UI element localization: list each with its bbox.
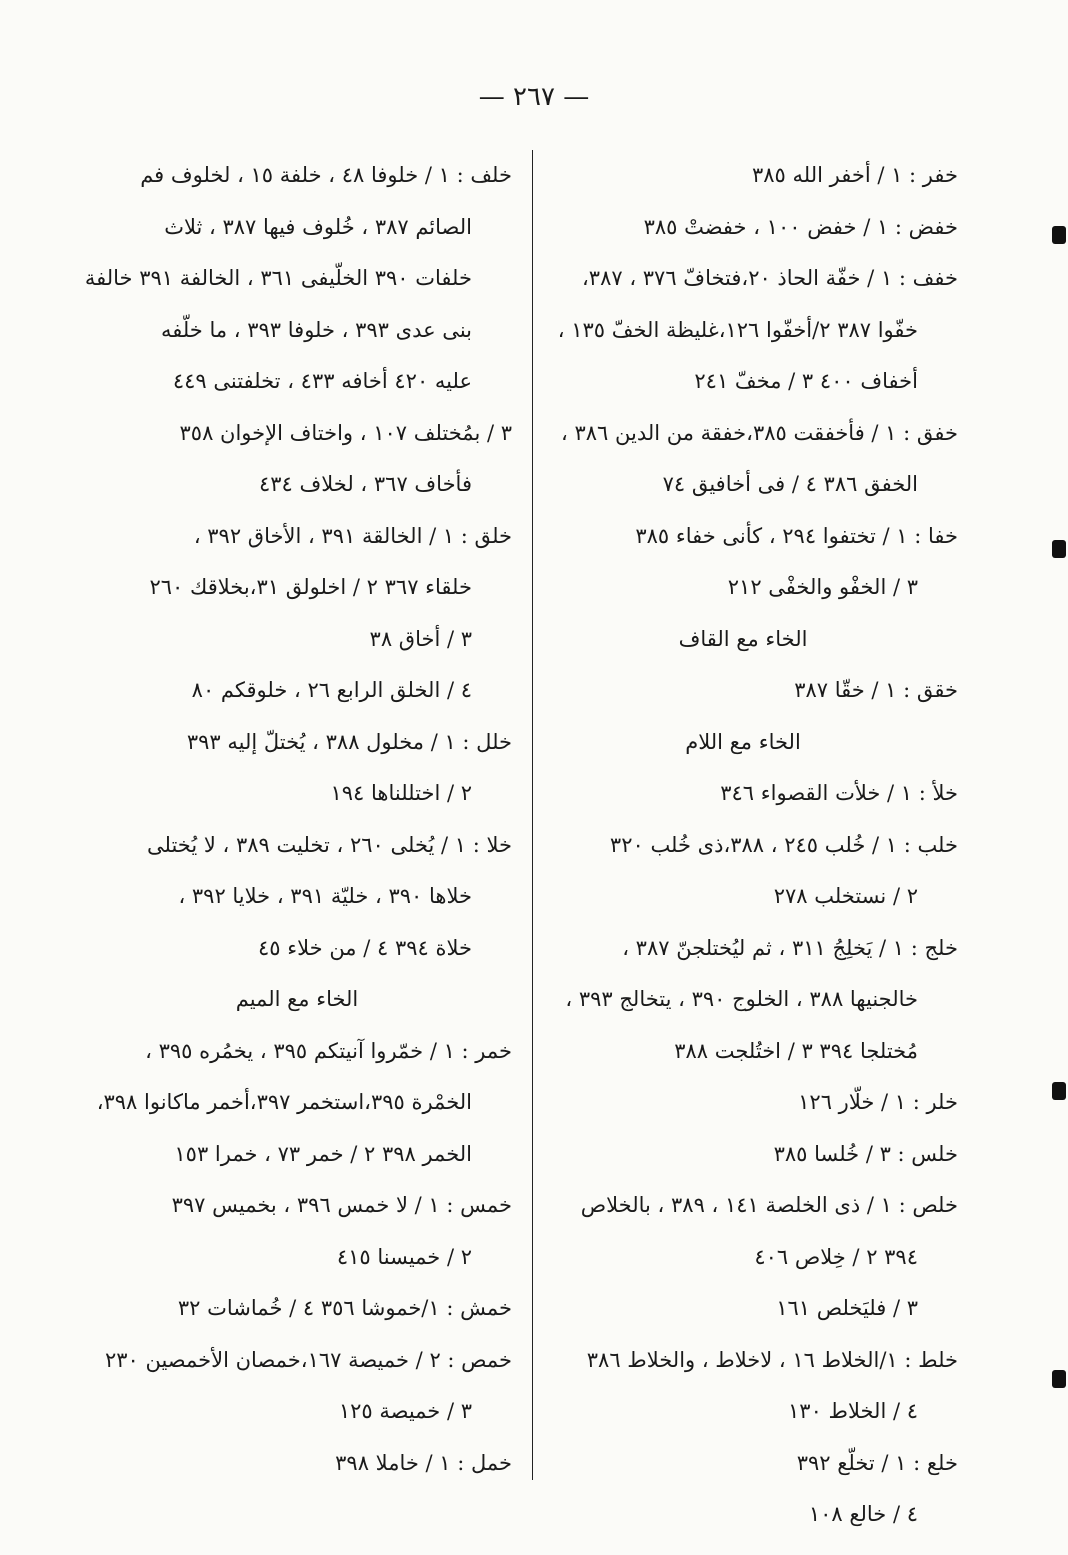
index-entry-line: الخفق ٣٨٦ ٤ / فى أخافيق ٧٤ [662,472,918,496]
index-entry-line: خفض : ١ / خفض ١٠٠ ، خفضتْ ٣٨٥ [643,214,958,239]
margin-mark [1052,540,1066,558]
index-entry-line: الخمْرة ٣٩٥،استخمر ٣٩٧،أخمر ماكانوا ٣٩٨، [96,1090,472,1114]
index-entry-line: ٣ / الخفْو والخفْى ٢١٢ [727,575,918,599]
index-entry-line: خمر : ١ / خمّروا آنيتكم ٣٩٥ ، يخمُره ٣٩٥ ، [145,1038,512,1063]
index-entry-line: خلا : ١ / يُخلى ٢٦٠ ، تخليت ٣٨٩ ، لا يُختلى [147,832,512,857]
index-entry-line: خلاة ٣٩٤ ٤ / من خلاء ٤٥ [258,935,472,960]
index-entry-line: ٣ / خميصة ١٢٥ [338,1399,472,1423]
index-entry-line: ٢ / نستخلب ٢٧٨ [773,884,918,908]
index-entry-line: خلج : ١ / يَخلِجُ ٣١١ ، ثم ليُختلجنّ ٣٨٧ ، [622,935,958,960]
section-heading: الخاء مع الميم [235,987,359,1011]
index-entry-line: خفر : ١ / أخفر الله ٣٨٥ [752,163,958,187]
index-entry-line: ٣ / بمُختلف ١٠٧ ، واختاف الإخوان ٣٥٨ [179,420,512,445]
index-entry-line: خمل : ١ / خاملا ٣٩٨ [335,1450,512,1475]
index-entry-line: خلر : ١ / خلّار ١٢٦ [798,1090,958,1114]
index-entry-line: خلل : ١ / مخلول ٣٨٨ ، يُختلّ إليه ٣٩٣ [186,729,512,754]
index-entry-line: خلع : ١ / تخلّع ٣٩٢ [796,1450,958,1475]
index-entry-line: خلص : ١ / ذى الخلصة ١٤١ ، ٣٨٩ ، بالخلاص [580,1193,958,1217]
index-entry-line: خلأ : ١ / خلأت القصواء ٣٤٦ [720,781,958,805]
index-entry-line: بنى عدى ٣٩٣ ، خلوفا ٣٩٣ ، ما خلّفه [160,317,472,342]
index-entry-line: خلقاء ٣٦٧ ٢ / اخلولق ٣١،بخلاقك ٢٦٠ [149,575,472,599]
index-entry-line: خفّوا ٣٨٧ ٢/أخفّوا ١٢٦،غليظة الخفّ ١٣٥ ، [557,317,918,342]
index-entry-line: ٢ / اختللناها ١٩٤ [330,781,472,805]
index-entry-line: الصائم ٣٨٧ ، خُلوف فيها ٣٨٧ ، ثلاث [164,214,472,239]
right-column [528,150,958,1541]
index-entry-line: خمس : ١ / لا خمس ٣٩٦ ، بخميس ٣٩٧ [171,1193,512,1217]
index-entry-line: خفق : ١ / فأخفقت ٣٨٥،خفقة من الدين ٣٨٦ ، [561,420,958,445]
index-entry-line: خلفات ٣٩٠ الخلّيفى ٣٦١ ، الخالفة ٣٩١ خالفة [84,266,472,290]
index-entry-line: خلق : ١ / الخالقة ٣٩١ ، الأخاق ٣٩٢ ، [193,523,512,548]
index-entry-line: خلب : ١ / خُلب ٢٤٥ ، ٣٨٨،ذى خُلب ٣٢٠ [609,832,958,857]
index-entry-line: خلط : ١/الخلاط ١٦ ، لاخلاط ، والخلاط ٣٨٦ [586,1347,958,1372]
index-entry-line: ٣ / أخاق ٣٨ [369,626,472,651]
index-entry-line: خفا : ١ / تختفوا ٢٩٤ ، كأنى خفاء ٣٨٥ [635,523,958,548]
margin-mark [1052,1082,1066,1100]
index-entry-line: ٤ / خالع ١٠٨ [808,1502,918,1526]
index-entry-line: خمش : ١/خموشا ٣٥٦ ٤ / خُماشات ٣٢ [177,1296,512,1320]
index-entry-line: خلاها ٣٩٠ ، خليّة ٣٩١ ، خلايا ٣٩٢ ، [178,884,472,908]
index-entry-line: خلس : ٣ / خُلسا ٣٨٥ [773,1141,958,1166]
index-entry-line: خالجنيها ٣٨٨ ، الخلوج ٣٩٠ ، يتخالج ٣٩٣ ، [565,987,918,1011]
index-entry-line: ٣٩٤ ٢ / خِلاص ٤٠٦ [754,1244,918,1269]
column-divider [532,150,533,1480]
section-heading: الخاء مع اللام [685,729,801,754]
index-entry-line: ٤ / الخلق الرابع ٢٦ ، خلوقكم ٨٠ [191,678,472,702]
index-entry-line: ٣ / فليَخلص ١٦١ [776,1296,918,1320]
index-entry-line: مُختلجا ٣٩٤ ٣ / اختُلجت ٣٨٨ [674,1038,918,1063]
index-entry-line: فأخاف ٣٦٧ ، لخلاف ٤٣٤ [258,472,472,496]
page-number: — ٢٦٧ — [478,82,590,112]
index-entry-line: خلف : ١ / خلوفا ٤٨ ، خلفة ١٥ ، لخلوف فم [140,163,512,187]
index-entry-line: خقق : ١ / خقّا ٣٨٧ [794,678,958,702]
index-entry-line: خفف : ١ / خفّة الحاذ ٢٠،فتخافّ ٣٧٦ ، ٣٨٧، [582,266,958,290]
index-entry-line: الخمر ٣٩٨ ٢ / خمر ٧٣ ، خمرا ١٥٣ [174,1141,472,1166]
margin-mark [1052,226,1066,244]
margin-mark [1052,1370,1066,1388]
index-entry-line: ٢ / خميسنا ٤١٥ [336,1244,472,1269]
index-entry-line: عليه ٤٢٠ أخافه ٤٣٣ ، تخلفتنى ٤٤٩ [172,369,472,393]
index-entry-line: أخفاف ٤٠٠ ٣ / مخفّ ٢٤١ [694,369,918,393]
section-heading: الخاء مع القاف [678,626,808,651]
index-entry-line: ٤ / الخلاط ١٣٠ [788,1399,918,1423]
index-entry-line: خمص : ٢ / خميصة ١٦٧،خمصان الأخمصين ٢٣٠ [104,1347,512,1372]
left-column [82,150,512,1489]
